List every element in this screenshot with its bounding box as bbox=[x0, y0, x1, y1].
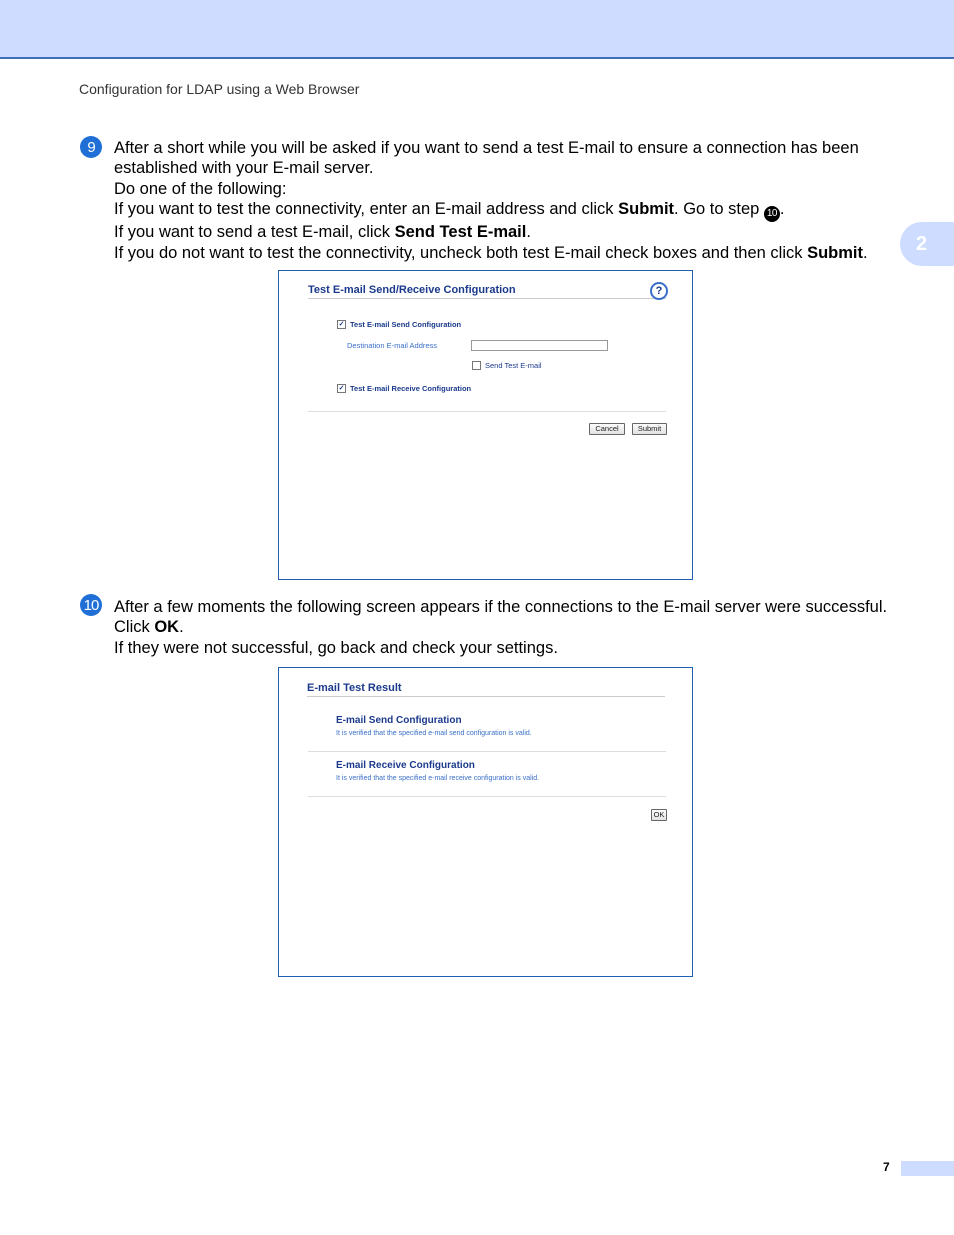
divider bbox=[308, 796, 666, 797]
send-test-checkbox[interactable] bbox=[472, 361, 481, 370]
submit-button[interactable]: Submit bbox=[632, 423, 667, 435]
step-9-text bbox=[114, 138, 914, 263]
step-number-9: 9 bbox=[80, 136, 102, 158]
send-result-desc: It is verified that the specified e-mail send configuration is valid. bbox=[336, 730, 532, 737]
cancel-button[interactable]: Cancel bbox=[589, 423, 625, 435]
step-9-line-5: If you do not want to test the connectivity, uncheck both test E-mail check boxes and then click Submit. bbox=[114, 243, 868, 262]
receive-config-row bbox=[337, 384, 471, 393]
send-config-label: Test E-mail Send Configuration bbox=[350, 320, 462, 329]
receive-config-checkbox[interactable]: ✓ bbox=[338, 385, 345, 392]
help-icon[interactable]: ? bbox=[650, 282, 668, 300]
receive-config-label: Test E-mail Receive Configuration bbox=[350, 384, 472, 393]
send-config-row bbox=[337, 320, 461, 329]
header-band bbox=[0, 0, 954, 59]
step-number-10: 10 bbox=[80, 594, 102, 616]
divider bbox=[308, 751, 666, 752]
send-test-row bbox=[472, 361, 542, 370]
test-config-title: Test E-mail Send/Receive Configuration bbox=[308, 284, 666, 299]
receive-result-title: E-mail Receive Configuration bbox=[336, 760, 475, 771]
send-result-title: E-mail Send Configuration bbox=[336, 715, 462, 726]
destination-label: Destination E-mail Address bbox=[347, 341, 438, 350]
send-test-label: Send Test E-mail bbox=[485, 361, 542, 370]
send-config-checkbox[interactable]: ✓ bbox=[338, 321, 345, 328]
step-9-line-4: If you want to send a test E-mail, click Send Test E-mail. bbox=[114, 223, 531, 242]
screenshot-test-result bbox=[278, 667, 693, 977]
step-9-line-1: After a short while you will be asked if you want to send a test E-mail to ensure a connection has been established with your E-mail server. bbox=[114, 139, 859, 178]
step-10-line-1: After a few moments the following screen appears if the connections to the E-mail server were successful. Click OK. bbox=[114, 598, 888, 637]
page-number: 7 bbox=[883, 1160, 890, 1174]
destination-email-input[interactable] bbox=[471, 340, 608, 351]
receive-result-desc: It is verified that the specified e-mail receive configuration is valid. bbox=[336, 775, 540, 782]
step-9-line-2: Do one of the following: bbox=[114, 179, 287, 198]
ok-button[interactable]: OK bbox=[651, 809, 667, 821]
test-result-title: E-mail Test Result bbox=[307, 682, 665, 697]
running-header: Configuration for LDAP using a Web Browser bbox=[79, 81, 360, 97]
divider bbox=[308, 411, 666, 412]
page-number-bar bbox=[901, 1161, 954, 1176]
step-10-text bbox=[114, 597, 914, 658]
step-9-line-3: If you want to test the connectivity, enter an E-mail address and click Submit. Go to step 10 . bbox=[114, 199, 914, 222]
chapter-tab: 2 bbox=[900, 222, 954, 266]
step-ref-10: 10 bbox=[764, 206, 780, 222]
step-10-line-2: If they were not successful, go back and check your settings. bbox=[114, 638, 558, 657]
screenshot-test-config bbox=[278, 270, 693, 580]
